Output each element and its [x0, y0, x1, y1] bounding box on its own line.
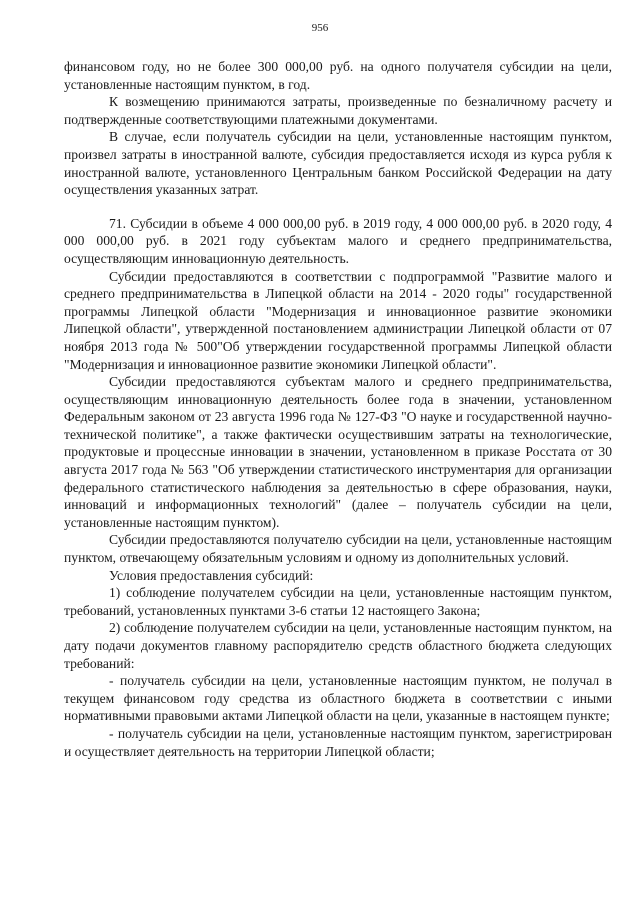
paragraph: - получатель субсидии на цели, установленные настоящим пунктом, не получал в текущем финансовом году средства из областного бюджета в соответствии с иными нормативными правовыми актами Липецкой области на цели, указанные в настоящем пункте; — [64, 673, 612, 724]
document-body — [64, 58, 612, 760]
paragraph: Условия предоставления субсидий: — [109, 567, 314, 583]
page-number: 956 — [311, 22, 329, 34]
paragraph: К возмещению принимаются затраты, произведенные по безналичному расчету и подтвержденные соответствующими платежными документами. — [64, 94, 612, 127]
paragraph: Субсидии предоставляются субъектам малого и среднего предпринимательства, осуществляющим инновационную деятельность более года в значении, установленном Федеральным законом от 23 августа 1996 года № 127-ФЗ "О науке и государственной научно-технической политике", а также фактически осуществившим затраты на технологические, продуктовые и процессные инновации в значении, установленном в приказе Росстата от 30 августа 2017 года № 563 "Об утверждении статистического инструментария для организации федерального статистического наблюдения за деятельностью в сфере образования, науки, инноваций и информационных технологий" (далее – получатель субсидии на цели, установленные настоящим пунктом). — [64, 374, 612, 530]
paragraph: - получатель субсидии на цели, установленные настоящим пунктом, зарегистрирован и осуществляет деятельность на территории Липецкой области; — [64, 725, 612, 759]
paragraph: финансовом году, но не более 300 000,00 руб. на одного получателя субсидии на цели, установленные настоящим пунктом, в год. — [64, 59, 612, 92]
paragraph: В случае, если получатель субсидии на цели, установленные настоящим пунктом, произвел затраты в иностранной валюте, субсидия предоставляется исходя из курса рубля к иностранной валюте, установленного Центральным банком Российской Федерации на дату осуществления указанных затрат. — [64, 129, 612, 198]
paragraph: Субсидии предоставляются в соответствии с подпрограммой "Развитие малого и среднего предпринимательства в Липецкой области на 2014 - 2020 годы" государственной программы Липецкой области "Модернизация и инновационное развитие экономики Липецкой области", утвержденной постановлением администрации Липецкой области от 07 ноября 2013 года № 500"Об утверждении государственной программы Липецкой области "Модернизация и инновационное развитие экономики Липецкой области". — [64, 268, 612, 372]
paragraph: 2) соблюдение получателем субсидии на цели, установленные настоящим пунктом, на дату подачи документов главному распорядителю средств областного бюджета следующих требований: — [64, 620, 612, 671]
paragraph: 1) соблюдение получателем субсидии на цели, установленные настоящим пунктом, требований, установленных пунктами 3-6 статьи 12 настоящего Закона; — [64, 585, 612, 618]
paragraph-spacer — [64, 199, 612, 215]
paragraph: Субсидии предоставляются получателю субсидии на цели, установленные настоящим пунктом, отвечающему обязательным условиям и одному из дополнительных условий. — [64, 532, 612, 566]
paragraph: 71. Субсидии в объеме 4 000 000,00 руб. в 2019 году, 4 000 000,00 руб. в 2020 году, 4 000 000,00 руб. в 2021 году субъектам малого и среднего предпринимательства, осуществляющим инновационную деятельность. — [64, 215, 612, 266]
